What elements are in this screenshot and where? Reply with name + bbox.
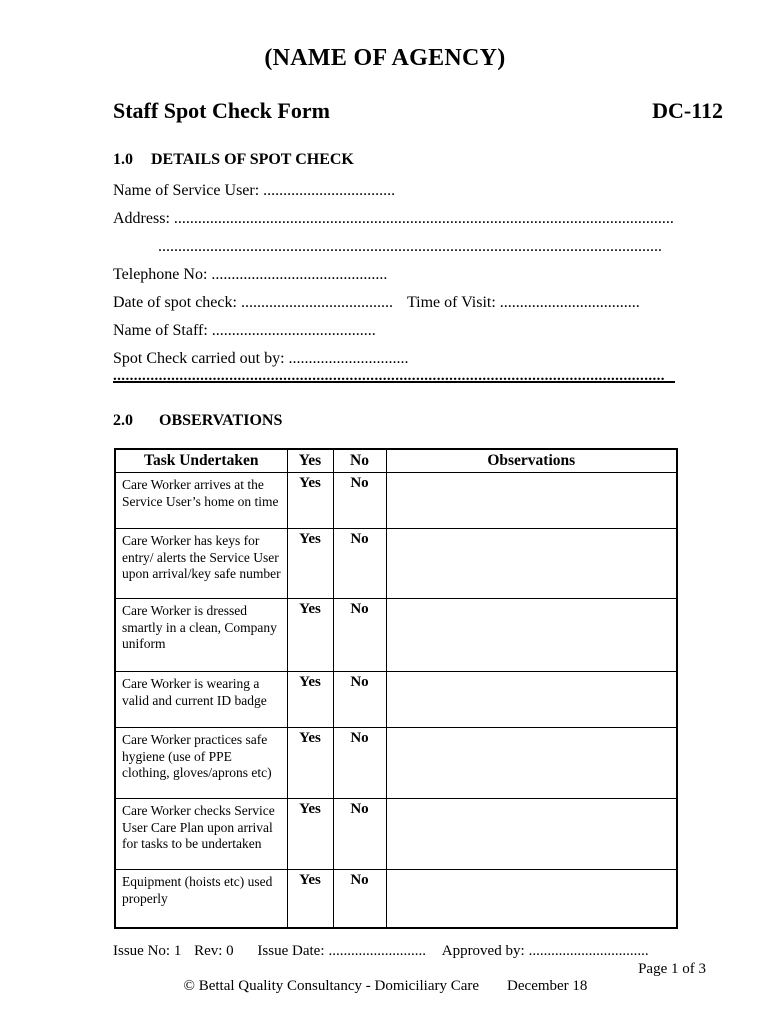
table-row [115, 672, 677, 728]
section-1-number: 1.0 [113, 151, 133, 168]
yes-option[interactable]: Yes [287, 799, 333, 870]
no-option[interactable]: No [333, 473, 386, 529]
observation-cell[interactable] [386, 728, 677, 799]
staff-name-line [113, 321, 675, 340]
yes-option[interactable]: Yes [287, 599, 333, 672]
telephone-line [113, 265, 675, 284]
page-number: Page 1 of 3 [638, 960, 706, 977]
task-cell: Care Worker arrives at the Service User’s home on time [115, 473, 287, 529]
yes-option[interactable]: Yes [287, 870, 333, 928]
observation-cell[interactable] [386, 870, 677, 928]
address-line [113, 209, 675, 228]
telephone-field[interactable]: ............................................ [211, 266, 388, 283]
task-cell: Care Worker practices safe hygiene (use of PPE clothing, gloves/aprons etc) [115, 728, 287, 799]
table-row [115, 870, 677, 928]
yes-option[interactable]: Yes [287, 672, 333, 728]
telephone-label: Telephone No: [113, 266, 208, 283]
table-row [115, 473, 677, 529]
yes-option[interactable]: Yes [287, 728, 333, 799]
approved-by-field[interactable]: ................................ [528, 942, 649, 959]
service-user-label: Name of Service User: [113, 182, 260, 199]
staff-name-field[interactable]: ......................................... [211, 322, 376, 339]
no-option[interactable]: No [333, 870, 386, 928]
col-header-task-undertaken: Task Undertaken [115, 449, 287, 473]
date-of-spot-check-field[interactable]: ...................................... [240, 294, 393, 311]
page-footer [113, 943, 770, 995]
form-title: Staff Spot Check Form [113, 98, 330, 123]
no-option[interactable]: No [333, 799, 386, 870]
time-of-visit-label: Time of Visit: [406, 294, 496, 311]
observations-table [114, 448, 678, 929]
details-of-spot-check [113, 181, 675, 368]
task-cell: Care Worker has keys for entry/ alerts the Service User upon arrival/key safe number [115, 529, 287, 599]
task-cell: Care Worker is wearing a valid and current ID badge [115, 672, 287, 728]
table-header-row [115, 449, 677, 473]
address-field-2[interactable]: .............................................................................................................................. [158, 238, 662, 255]
address-field[interactable]: ............................................................................................................................. [173, 210, 674, 227]
issue-no: Issue No: 1 [113, 942, 182, 959]
no-option[interactable]: No [333, 529, 386, 599]
copyright-line [113, 978, 658, 995]
table-row [115, 728, 677, 799]
col-header-yes: Yes [287, 449, 333, 473]
section-1-heading [113, 150, 770, 170]
section-2-heading [113, 411, 770, 431]
date-time-line [113, 293, 675, 312]
footer-issue-line [113, 943, 733, 960]
staff-name-label: Name of Staff: [113, 322, 208, 339]
col-header-no: No [333, 449, 386, 473]
yes-option[interactable]: Yes [287, 473, 333, 529]
table-row [115, 529, 677, 599]
no-option[interactable]: No [333, 728, 386, 799]
time-of-visit-field[interactable]: ................................... [499, 294, 640, 311]
form-title-row [113, 98, 723, 124]
copyright: © Bettal Quality Consultancy - Domiciliary Care [183, 977, 480, 994]
carried-out-by-label: Spot Check carried out by: [113, 350, 285, 367]
service-user-field[interactable]: ................................. [263, 182, 396, 199]
task-cell: Care Worker is dressed smartly in a clean, Company uniform [115, 599, 287, 672]
date-of-spot-check-label: Date of spot check: [113, 294, 237, 311]
address-line-2 [113, 237, 675, 256]
table-row [115, 799, 677, 870]
observation-cell[interactable] [386, 529, 677, 599]
observation-cell[interactable] [386, 473, 677, 529]
section-2-number: 2.0 [113, 412, 133, 429]
service-user-line [113, 181, 675, 200]
col-header-observations: Observations [386, 449, 677, 473]
agency-title: (NAME OF AGENCY) [264, 45, 506, 71]
issue-date-field[interactable]: .......................... [328, 942, 426, 959]
address-label: Address: [113, 210, 170, 227]
version-date: December 18 [507, 977, 588, 994]
no-option[interactable]: No [333, 599, 386, 672]
section-separator: ..................................................................................................................................... [113, 371, 675, 383]
carried-out-by-field[interactable]: .............................. [288, 350, 409, 367]
task-cell: Equipment (hoists etc) used properly [115, 870, 287, 928]
carried-out-by-line [113, 349, 675, 368]
table-row [115, 599, 677, 672]
rev: Rev: 0 [194, 942, 234, 959]
observation-cell[interactable] [386, 599, 677, 672]
no-option[interactable]: No [333, 672, 386, 728]
approved-by-label: Approved by: [441, 942, 525, 959]
issue-date-label: Issue Date: [257, 942, 325, 959]
form-code: DC-112 [652, 98, 723, 123]
yes-option[interactable]: Yes [287, 529, 333, 599]
observation-cell[interactable] [386, 672, 677, 728]
observation-cell[interactable] [386, 799, 677, 870]
section-2-title: OBSERVATIONS [159, 412, 283, 429]
section-1-title: DETAILS OF SPOT CHECK [151, 151, 354, 168]
task-cell: Care Worker checks Service User Care Plan upon arrival for tasks to be undertaken [115, 799, 287, 870]
